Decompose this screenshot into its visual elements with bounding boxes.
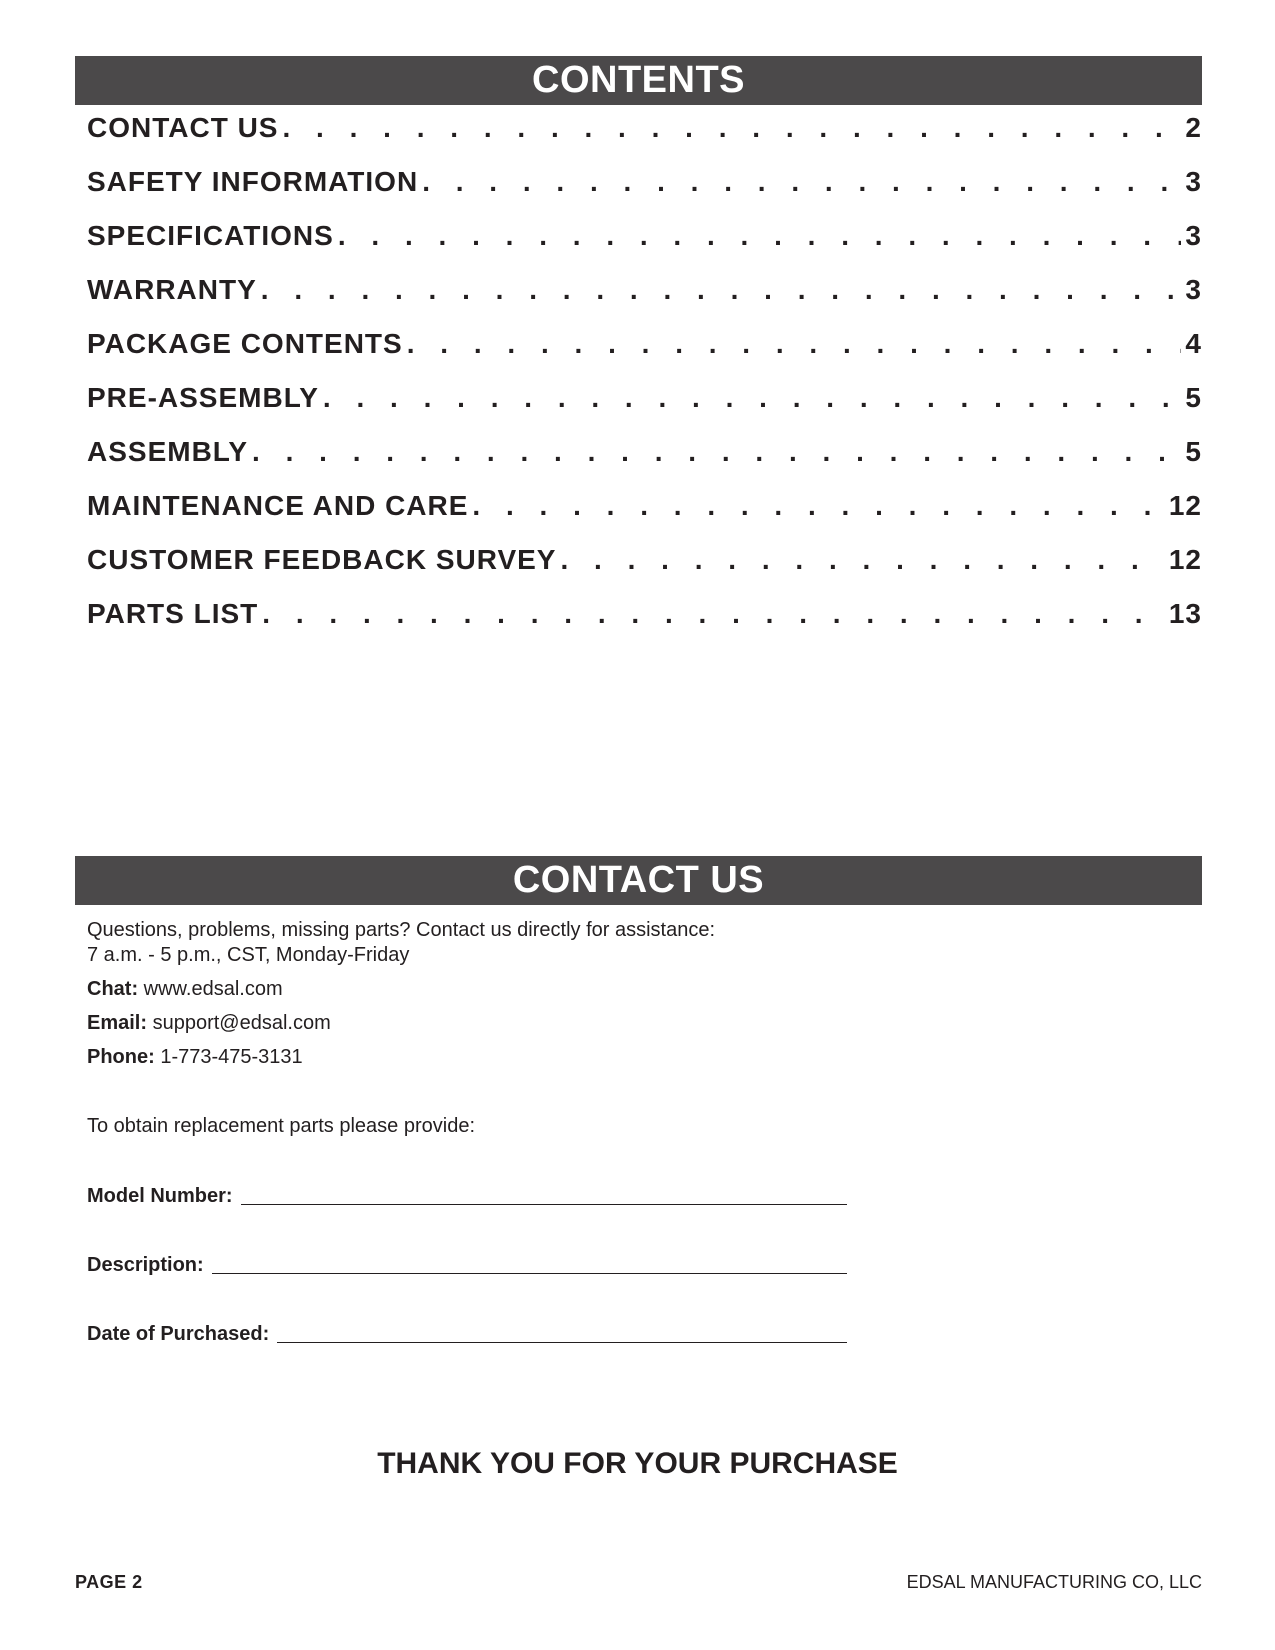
toc-entry-parts-list — [87, 598, 1202, 652]
toc-entry-customer-feedback-survey — [87, 544, 1202, 598]
model-number-field — [87, 1183, 847, 1208]
toc-leader-dots — [323, 382, 1182, 414]
email-label: Email: — [87, 1012, 148, 1034]
description-field — [87, 1252, 847, 1277]
toc-entry-page: 13 — [1168, 598, 1202, 629]
chat-label: Chat: — [87, 978, 139, 1000]
contents-heading: CONTENTS — [75, 56, 1202, 105]
toc-entry-title: PRE-ASSEMBLY — [87, 382, 319, 413]
toc-entry-title: SAFETY INFORMATION — [87, 166, 419, 197]
date-of-purchase-label: Date of Purchased: — [87, 1323, 270, 1345]
toc-leader-dots — [560, 544, 1164, 576]
toc-entry-title: SPECIFICATIONS — [87, 220, 334, 251]
toc-entry-package-contents — [87, 328, 1202, 382]
toc-entry-page: 3 — [1185, 166, 1202, 197]
toc-entry-title: CONTACT US — [87, 112, 279, 143]
replacement-instructions: To obtain replacement parts please provide: — [87, 1115, 476, 1137]
company-name: EDSAL MANUFACTURING CO, LLC — [906, 1572, 1202, 1592]
phone-label: Phone: — [87, 1046, 155, 1068]
toc-entry-title: PARTS LIST — [87, 598, 259, 629]
toc-leader-dots — [472, 490, 1164, 522]
toc-entry-page: 12 — [1168, 544, 1202, 575]
contact-us-heading: CONTACT US — [75, 856, 1202, 905]
phone-number: 1-773-475-3131 — [160, 1046, 303, 1068]
toc-leader-dots — [252, 436, 1181, 468]
email-line — [87, 1011, 1187, 1036]
toc-leader-dots — [282, 112, 1181, 144]
chat-line — [87, 977, 1187, 1002]
toc-entry-title: CUSTOMER FEEDBACK SURVEY — [87, 544, 557, 575]
toc-leader-dots — [262, 598, 1165, 630]
toc-entry-page: 5 — [1185, 436, 1202, 467]
contact-hours: 7 a.m. - 5 p.m., CST, Monday-Friday — [87, 944, 410, 966]
toc-entry-page: 3 — [1185, 274, 1202, 305]
model-number-blank[interactable] — [241, 1186, 847, 1205]
toc-entry-page: 5 — [1185, 382, 1202, 413]
chat-link[interactable]: www.edsal.com — [143, 978, 283, 1000]
description-blank[interactable] — [212, 1255, 847, 1274]
toc-entry-page: 4 — [1185, 328, 1202, 359]
toc-entry-title: PACKAGE CONTENTS — [87, 328, 403, 359]
phone-line — [87, 1045, 1187, 1070]
table-of-contents — [87, 112, 1202, 652]
page-number: PAGE 2 — [75, 1572, 143, 1592]
date-of-purchase-blank[interactable] — [277, 1324, 847, 1343]
toc-entry-title: WARRANTY — [87, 274, 257, 305]
toc-leader-dots — [422, 166, 1181, 198]
toc-entry-safety-information — [87, 166, 1202, 220]
toc-entry-page: 12 — [1168, 490, 1202, 521]
contact-intro: Questions, problems, missing parts? Contact us directly for assistance: — [87, 919, 716, 941]
toc-leader-dots — [338, 220, 1182, 252]
toc-entry-page: 3 — [1185, 220, 1202, 251]
model-number-label: Model Number: — [87, 1185, 233, 1207]
toc-entry-pre-assembly — [87, 382, 1202, 436]
date-of-purchase-field — [87, 1321, 847, 1346]
toc-entry-maintenance-and-care — [87, 490, 1202, 544]
description-label: Description: — [87, 1254, 204, 1276]
contact-section — [87, 918, 1187, 1346]
toc-entry-assembly — [87, 436, 1202, 490]
toc-entry-page: 2 — [1185, 112, 1202, 143]
toc-leader-dots — [261, 274, 1182, 306]
toc-entry-specifications — [87, 220, 1202, 274]
toc-entry-contact-us — [87, 112, 1202, 166]
toc-entry-title: MAINTENANCE AND CARE — [87, 490, 469, 521]
toc-entry-title: ASSEMBLY — [87, 436, 249, 467]
thank-you-message: THANK YOU FOR YOUR PURCHASE — [377, 1447, 898, 1480]
toc-entry-warranty — [87, 274, 1202, 328]
email-link[interactable]: support@edsal.com — [152, 1012, 331, 1034]
toc-leader-dots — [407, 328, 1182, 360]
